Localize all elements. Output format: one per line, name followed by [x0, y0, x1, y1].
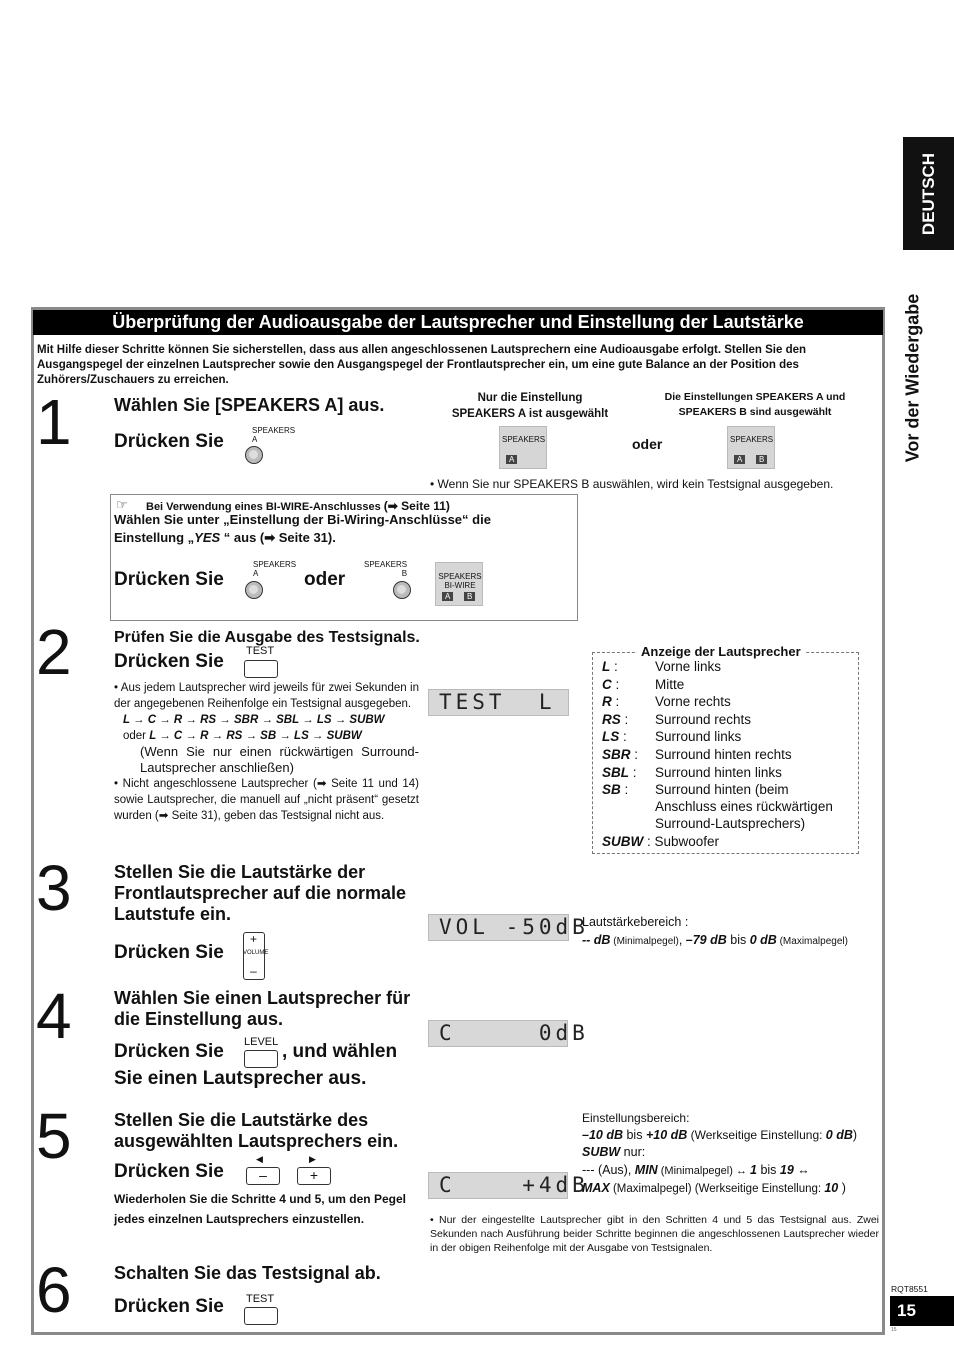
legend-sep: :: [620, 711, 629, 727]
left-arrow-icon: ◀: [256, 1154, 263, 1164]
volume-plus[interactable]: +: [249, 932, 257, 946]
legend-value: Surround hinten links: [655, 764, 782, 780]
repeat-note: Wiederholen Sie die Schritte 4 und 5, um den Pegel jedes einzelnen Lautsprechers einzustellen.: [114, 1192, 406, 1226]
legend-subw-val: : Subwoofer: [643, 834, 720, 849]
subw-bis: bis: [756, 1163, 780, 1177]
tiny-page-mark: 15: [891, 1327, 897, 1333]
hand-icon: ☞: [116, 497, 128, 512]
intro-text: Mit Hilfe dieser Schritte können Sie sicherstellen, dass aus allen angeschlossenen Lautsprechern eine Audioausgabe erfolgt. Stellen Sie den Ausgangspegel der einzelnen Lautsprecher sowie den Ausgangspegel der Frontlautsprecher ein, um eine gute Balance an der Position des Zuhörers/Zuschauers zu erreichen.: [37, 344, 807, 386]
subw-default: 10: [824, 1181, 839, 1195]
step-6-press: Drücken Sie: [114, 1296, 224, 1317]
legend-sb-cont1: Anschluss eines rückwärtigen: [655, 799, 833, 814]
step-3-heading: Stellen Sie die Lautstärke der Frontlautsprecher auf die normale Lautstufe ein.: [114, 862, 407, 924]
step-5-press: Drücken Sie: [114, 1161, 224, 1182]
subw-max: MAX: [582, 1181, 610, 1195]
level-button[interactable]: [244, 1050, 278, 1068]
lcd-adjust: C +4dB: [428, 1172, 568, 1199]
panel-a-indicator: A: [506, 455, 517, 464]
language-tab-label: DEUTSCH: [918, 152, 938, 235]
panel-a-indicator-2: A: [734, 455, 745, 464]
volume-bis: bis: [726, 933, 750, 947]
volume-range: [582, 933, 848, 947]
subw-min: MIN: [634, 1163, 658, 1177]
biwire-speakers-b-button[interactable]: [393, 581, 411, 599]
section-tab: [893, 270, 933, 485]
legend-key: C: [602, 676, 612, 692]
biwire-line3-post: “ aus (➡ Seite 31).: [220, 530, 336, 545]
step-2-press: Drücken Sie: [114, 651, 224, 672]
biwire-yes: YES: [194, 530, 221, 545]
test-button[interactable]: [244, 660, 278, 678]
biwire-panel-a: A: [442, 592, 453, 601]
section-tab-label: Vor der Wiedergabe: [902, 293, 923, 462]
lcd-volume: VOL -50dB: [428, 914, 569, 941]
adjust-default: 0 dB: [825, 1128, 853, 1142]
legend-row: [602, 694, 731, 710]
step-2-heading: Prüfen Sie die Ausgabe des Testsignals.: [114, 629, 420, 646]
legend-key: LS: [602, 729, 620, 745]
subw-min-note: (Minimalpegel) ↔: [657, 1165, 751, 1177]
speakers-a-panel: [499, 426, 547, 469]
biwire-press: Drücken Sie: [114, 569, 224, 590]
biwire-heading-text: Bei Verwendung eines BI-WIRE-Anschlusses: [146, 501, 381, 513]
level-down-button[interactable]: –: [246, 1167, 280, 1185]
legend-value: Vorne links: [655, 659, 722, 674]
step-2-bullet-1: • Aus jedem Lautsprecher wird jeweils für zwei Sekunden in der angegebenen Reihenfolge ein Testsignal ausgegeben.: [114, 682, 419, 710]
legend-sep: :: [630, 747, 639, 762]
biwire-panel: [435, 562, 483, 606]
speakers-ab-panel: [727, 426, 775, 469]
volume-low: –79 dB: [685, 933, 727, 947]
page-title: Überprüfung der Audioausgabe der Lautsprecher und Einstellung der Lautstärke: [33, 310, 883, 335]
legend-value: Surround hinten (beim: [655, 782, 789, 798]
step-1-number: 1: [36, 386, 72, 458]
volume-min: -- dB: [582, 933, 611, 947]
step-3-press: Drücken Sie: [114, 942, 224, 963]
legend-row: [602, 659, 722, 674]
step-1-heading: Wählen Sie [SPEAKERS A] aus.: [114, 395, 385, 415]
legend-key: SB: [602, 782, 621, 798]
legend-row: [602, 764, 782, 780]
legend-row: [602, 711, 752, 727]
legend-row: [602, 747, 792, 762]
biwire-panel-b: B: [464, 592, 475, 601]
legend-sep: :: [611, 694, 620, 710]
legend-sep: :: [610, 659, 618, 674]
biwire-line3-pre: Einstellung „: [114, 530, 195, 545]
legend-row: [602, 676, 685, 692]
biwire-panel-label: SPEAKERS BI-WIRE: [438, 572, 482, 590]
biwire-a-label: SPEAKERS A: [253, 560, 297, 578]
legend-title: Anzeige der Lautsprecher: [637, 640, 805, 663]
biwire-b-label: SPEAKERS B: [364, 560, 408, 578]
lcd-test-l: TEST L: [428, 689, 569, 716]
adjust-default-post: ): [852, 1128, 858, 1142]
legend-key: SBR: [602, 747, 631, 762]
legend-key: RS: [602, 711, 621, 727]
panel-speakers-label: SPEAKERS: [502, 435, 546, 444]
step-6-heading: Schalten Sie das Testsignal ab.: [114, 1263, 381, 1283]
step-5-bullet: • Nur der eingestellte Lautsprecher gibt in den Schritten 4 und 5 das Testsignal aus. Zwei Sekunden nach Ausführung beider Schritte beginnen die angeschlossenen Lautsprecher wieder in der obigen Reihenfolge mit der Ausgabe von Testsignalen.: [430, 1214, 879, 1254]
speakers-a-label: SPEAKERS A: [252, 426, 296, 444]
legend-key: L: [602, 659, 611, 674]
subw-default-post: ): [838, 1181, 846, 1195]
volume-range-title: Lautstärkebereich :: [582, 915, 689, 929]
adjust-high: +10 dB: [645, 1128, 688, 1142]
adjust-low: –10 dB: [582, 1128, 623, 1142]
step-4-press: Drücken Sie: [114, 1041, 224, 1062]
legend-sep: :: [629, 764, 637, 780]
subw-range-2: [582, 1181, 846, 1195]
adjust-default-pre: (Werkseitige Einstellung:: [687, 1128, 826, 1142]
subw-off: --- (Aus),: [582, 1163, 635, 1177]
legend-sep: :: [619, 729, 627, 745]
step-4-heading: Wählen Sie einen Lautsprecher für die Einstellung aus.: [114, 988, 411, 1029]
legend-sep: :: [620, 782, 629, 798]
subw-title: [582, 1145, 645, 1159]
biwire-ref: (➡ Seite 11): [383, 499, 450, 513]
subw-19: 19: [779, 1163, 794, 1177]
step-1-press: Drücken Sie: [114, 431, 224, 452]
subw-max-note: (Maximalpegel) (Werkseitige Einstellung:: [609, 1183, 825, 1195]
speaker-legend: [592, 644, 859, 854]
subw-one: 1: [750, 1163, 757, 1177]
page-number: 15: [890, 1296, 954, 1326]
adjust-range: [582, 1128, 857, 1142]
legend-key: R: [602, 694, 612, 710]
biwire-speakers-a-button[interactable]: [245, 581, 263, 599]
level-label: LEVEL: [244, 1036, 279, 1048]
volume-sep: ,: [678, 933, 686, 947]
legend-row: [602, 729, 742, 745]
step-4-number: 4: [36, 980, 72, 1052]
subw-key: SUBW: [582, 1145, 621, 1159]
legend-value: Surround rechts: [655, 711, 752, 727]
volume-minus[interactable]: –: [250, 964, 257, 978]
a-and-b-caption: Die Einstellungen SPEAKERS A und SPEAKERS B sind ausgewählt: [664, 391, 846, 418]
legend-subw: [602, 834, 719, 849]
document-code: RQT8551: [891, 1284, 928, 1294]
volume-max-note: (Maximalpegel): [776, 936, 848, 947]
step-2-bullet-2: • Nicht angeschlossene Lautsprecher (➡ Seite 11 und 14) sowie Lautsprecher, die manuell auf „nicht präsent“ gesetzt wurden (➡ Seite 31), geben das Testsignal nicht aus.: [114, 778, 419, 822]
volume-max: 0 dB: [749, 933, 777, 947]
subw-range-1: [582, 1163, 810, 1177]
adjust-bis: bis: [623, 1128, 646, 1142]
sequence-2: L → C → R → RS → SB → LS → SUBW: [149, 730, 362, 742]
step-4-line2: Sie einen Lautsprecher aus.: [114, 1068, 367, 1089]
step-3-number: 3: [36, 852, 72, 924]
legend-value: Vorne rechts: [655, 694, 731, 710]
biwire-heading: [146, 499, 450, 513]
volume-min-note: (Minimalpegel): [610, 936, 679, 947]
test-label: TEST: [246, 645, 275, 657]
sequence-1: L → C → R → RS → SBR → SBL → LS → SUBW: [123, 714, 385, 726]
legend-value: Surround links: [655, 729, 742, 745]
step-5-heading: Stellen Sie die Lautstärke des ausgewählten Lautsprechers ein.: [114, 1110, 399, 1151]
volume-control[interactable]: [243, 932, 269, 980]
legend-sb-cont2: Surround-Lautsprechers): [655, 816, 806, 831]
sequence-note: (Wenn Sie nur einen rückwärtigen Surround-Lautsprecher anschließen): [140, 744, 419, 775]
step-2-number: 2: [36, 616, 72, 688]
step-4-after: , und wählen: [282, 1041, 398, 1062]
legend-value: Mitte: [655, 676, 685, 692]
test-label-2: TEST: [246, 1293, 275, 1305]
biwire-line2: Wählen Sie unter „Einstellung der Bi-Wiring-Anschlüsse“ die: [114, 512, 491, 527]
panel-speakers-label-2: SPEAKERS: [730, 435, 774, 444]
panel-b-indicator: B: [756, 455, 767, 464]
volume-label: VOLUME: [243, 950, 269, 956]
legend-row: [602, 782, 789, 798]
legend-sep: :: [611, 676, 620, 692]
sequence-2-pre: oder: [123, 730, 150, 742]
biwire-line3: [114, 530, 336, 546]
lcd-level: C 0dB: [428, 1020, 568, 1047]
right-arrow-icon: ▶: [309, 1154, 316, 1164]
only-a-caption: Nur die Einstellung SPEAKERS A ist ausgewählt: [451, 392, 609, 420]
speakers-a-button[interactable]: [245, 446, 263, 464]
legend-subw-key: SUBW: [602, 834, 644, 849]
legend-value: Surround hinten rechts: [655, 747, 792, 762]
speakers-b-note: • Wenn Sie nur SPEAKERS B auswählen, wird kein Testsignal ausgegeben.: [430, 477, 834, 491]
test-button-2[interactable]: [244, 1307, 278, 1325]
legend-key: SBL: [602, 764, 629, 780]
subw-arrow: ↔: [793, 1163, 810, 1177]
adjust-range-title: Einstellungsbereich:: [582, 1111, 690, 1125]
step-6-number: 6: [36, 1254, 72, 1326]
step-5-number: 5: [36, 1100, 72, 1172]
subw-nur: nur:: [620, 1145, 646, 1159]
level-up-button[interactable]: +: [297, 1167, 331, 1185]
biwire-oder: oder: [304, 569, 346, 590]
language-tab: [903, 137, 954, 250]
step-2-bullets: [114, 680, 419, 824]
oder-text: oder: [632, 436, 663, 452]
